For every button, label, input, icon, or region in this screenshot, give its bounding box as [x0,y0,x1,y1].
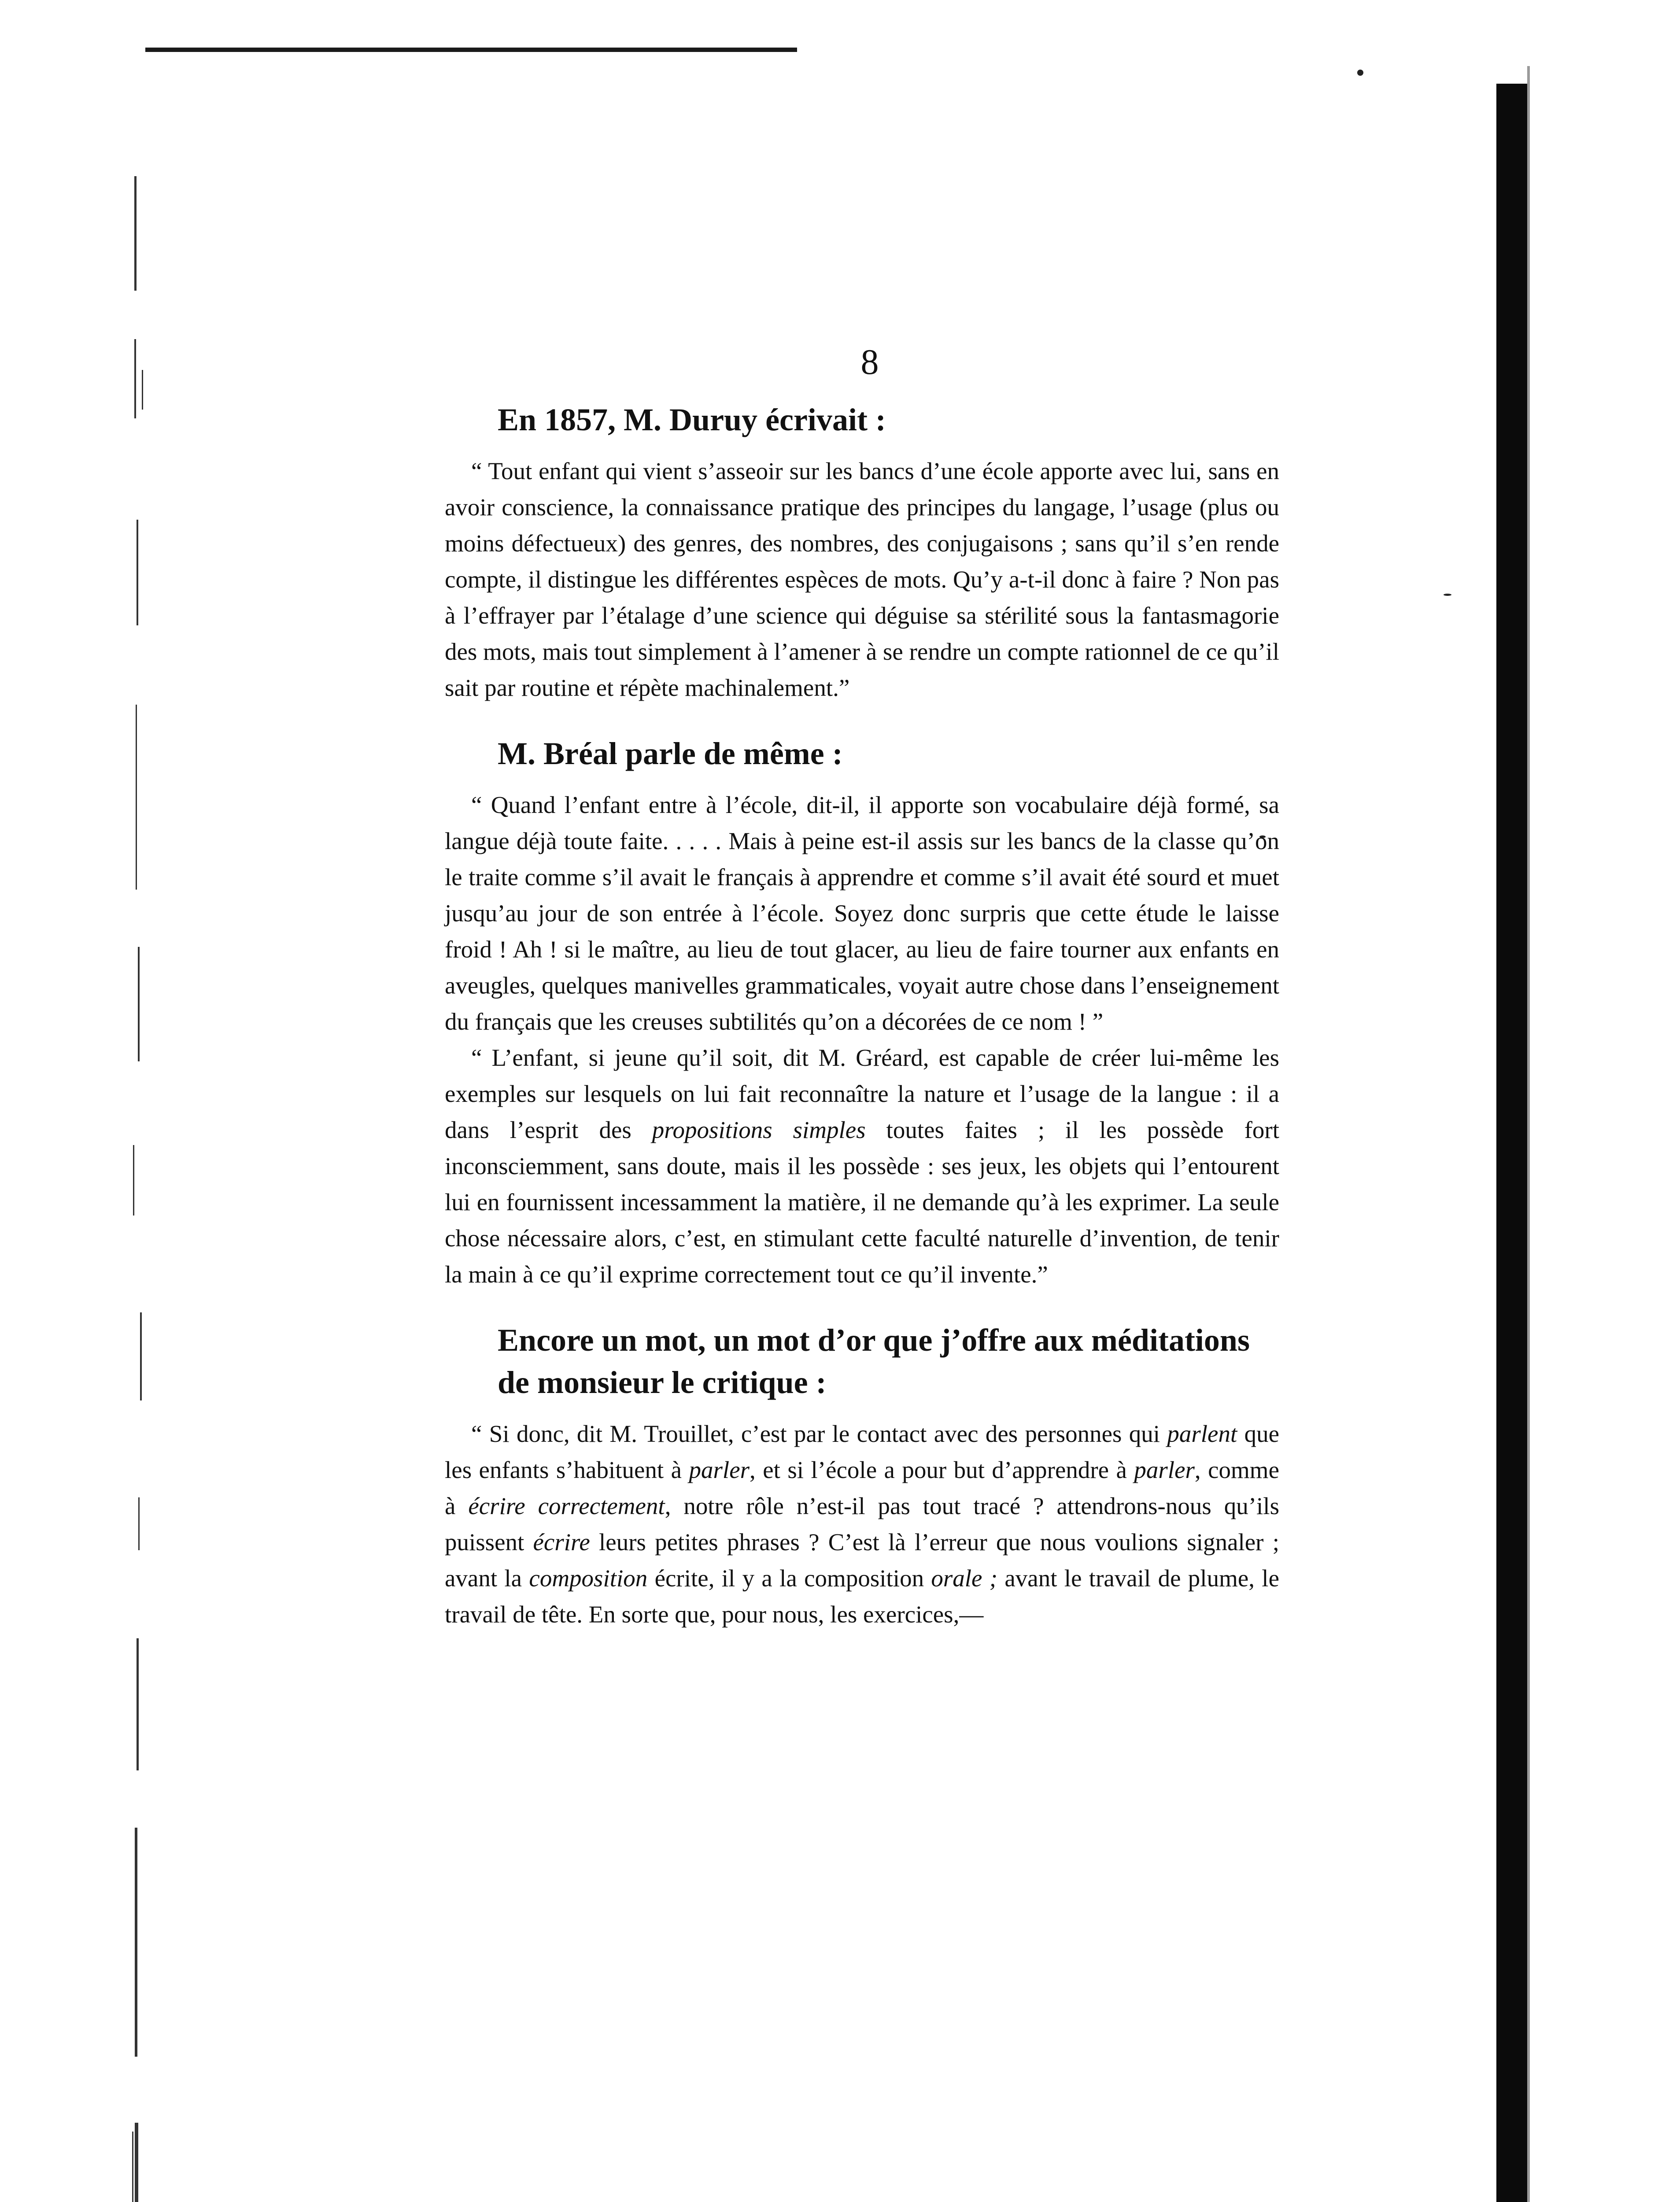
section-heading: Encore un mot, un mot d’or que j’offre aux méditations de monsieur le critique : [498,1323,1250,1400]
scan-top-rule [145,48,797,52]
section-heading: M. Bréal parle de même : [498,736,843,771]
quote-paragraph: “ Si donc, dit M. Trouillet, c’est par le contact avec des personnes qui parlent que les enfants s’habituent à parler, et si l’école a pour but d’apprendre à parler, comme à écrire correctement, notre rôle n’est-il pas tout tracé ? attendrons-nous qu’ils puissent écrire leurs petites phrases ? C’est là l’erreur que nous voulions signaler ; avant la composition écrite, il y a la composition orale ; avant le travail de plume, le travail de tête. En sorte que, pour nous, les exercices,— [445,1420,1280,1628]
quote-paragraph: “ Tout enfant qui vient s’asseoir sur les bancs d’une école apporte avec lui, sans en avoir conscience, la connaissance pratique des principes du langage, l’usage (plus ou moins défectueux) des genres, des nombres, des conjugaisons ; sans qu’il s’en rende compte, il distingue les différentes espèces de mots. Qu’y a-t-il donc à faire ? Non pas à l’effrayer par l’étalage d’une science qui déguise sa stérilité sous la fantasmagorie des mots, mais tout simplement à l’amener à se rendre un compte rationnel de ce qu’il sait par routine et répète machinalement.” [445,458,1279,701]
quote-paragraph: “ Quand l’enfant entre à l’école, dit-il, il apporte son vocabulaire déjà formé, sa langue déjà toute faite. . . . . Mais à peine est-il assis sur les bancs de la classe qu’on le traite comme s’il avait le français à apprendre et comme s’il avait été sourd et muet jusqu’au jour de son entrée à l’école. Soyez donc surpris que cette étude le laisse froid ! Ah ! si le maître, au lieu de tout glacer, au lieu de faire tourner aux enfants en aveugles, quelques manivelles grammaticales, voyait autre chose dans l’enseignement du français que les creuses subtilités qu’on a décorées de ce nom ! ” [445,791,1279,1035]
left-margin-scan-marks [101,132,167,2202]
section-heading: En 1857, M. Duruy écrivait : [498,402,886,437]
scan-binding-shadow [1496,84,1527,2202]
scan-speck [1444,594,1451,596]
page-body [445,399,1279,1633]
page-number: 8 [860,342,879,382]
scan-binding-edge [1527,66,1530,2202]
quote-paragraph: “ L’enfant, si jeune qu’il soit, dit M. Gréard, est capable de créer lui-même les exemples sur lesquels on lui fait reconnaître la nature et l’usage de la langue : il a dans l’esprit des propositions simples toutes faites ; il les possède fort inconsciemment, sans doute, mais il les possède : ses jeux, les objets qui l’entourent lui en fournissent incessamment la matière, il ne demande qu’à les exprimer. La seule chose nécessaire alors, c’est, en stimulant cette faculté naturelle d’invention, de tenir la main à ce qu’il exprime correctement tout ce qu’il invente.” [445,1044,1280,1288]
scan-speck [1357,70,1363,76]
